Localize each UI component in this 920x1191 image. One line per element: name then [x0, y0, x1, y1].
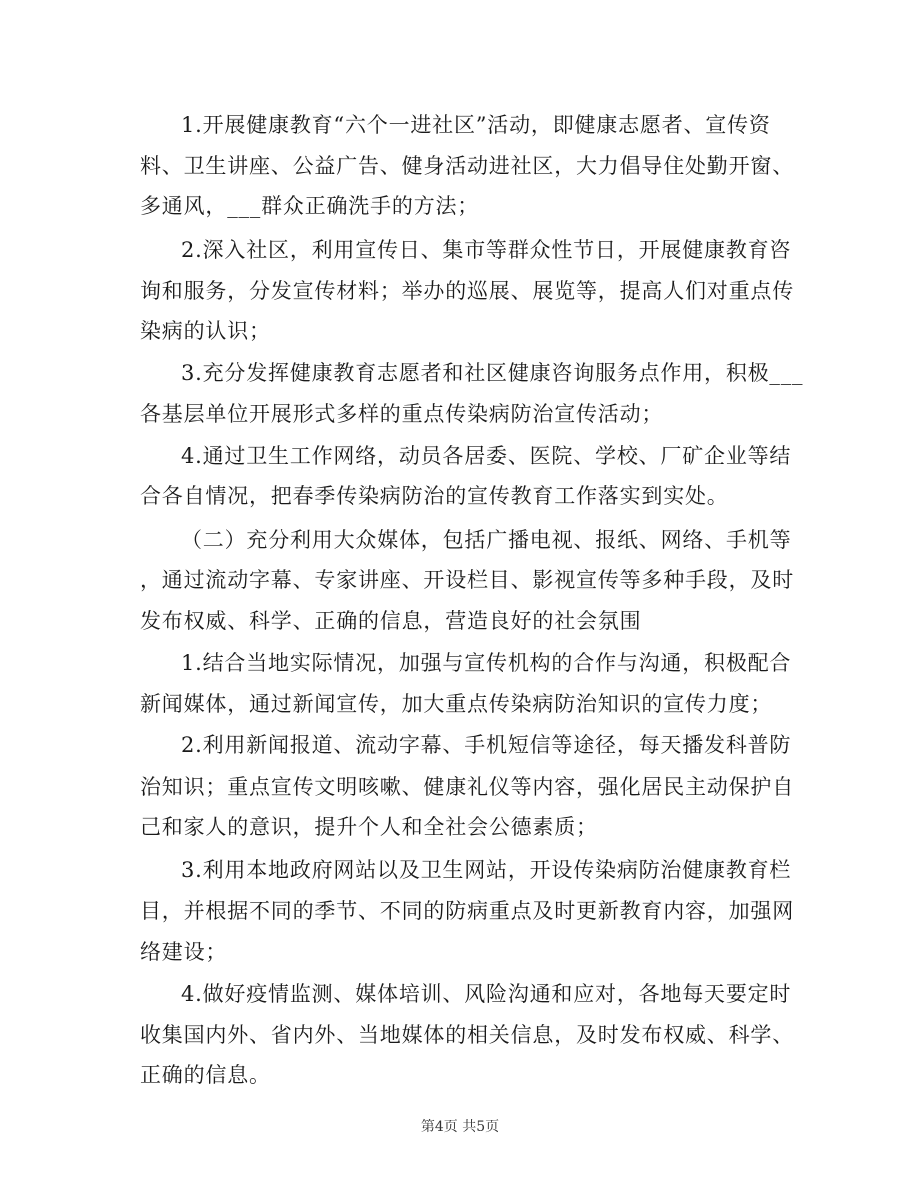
paragraph-line: 合各自情况，把春季传染病防治的宣传教育工作落实到实处。: [140, 484, 729, 508]
paragraph-line: 料、卫生讲座、公益广告、健身活动进社区，大力倡导住处勤开窗、: [140, 154, 794, 178]
paragraph-line: 染病的认识；: [140, 319, 271, 343]
paragraph-line: 治知识；重点宣传文明咳嗽、健康礼仪等内容，强化居民主动保护自: [140, 775, 794, 799]
section-heading-line: ，通过流动字幕、专家讲座、开设栏目、影视宣传等多种手段，及时: [140, 568, 794, 592]
paragraph-line: 络建设；: [140, 940, 228, 964]
paragraph-line: 2.利用新闻报道、流动字幕、手机短信等途径，每天播发科普防: [181, 733, 792, 757]
section-heading-line: 发布权威、科学、正确的信息，营造良好的社会氛围: [140, 609, 642, 633]
page-number-footer: 第4页 共5页: [420, 1119, 500, 1135]
paragraph-line: 1.结合当地实际情况，加强与宣传机构的合作与沟通，积极配合: [181, 651, 792, 675]
paragraph-line: 4.做好疫情监测、媒体培训、风险沟通和应对，各地每天要定时: [181, 982, 792, 1006]
paragraph-line: 2.深入社区，利用宣传日、集市等群众性节日，开展健康教育咨: [181, 238, 792, 262]
paragraph-line: 目，并根据不同的季节、不同的防病重点及时更新教育内容，加强网: [140, 899, 794, 923]
paragraph-line: 各基层单位开展形式多样的重点传染病防治宣传活动；: [140, 402, 664, 426]
paragraph-line: 正确的信息。: [140, 1063, 271, 1087]
paragraph-line: 新闻媒体，通过新闻宣传，加大重点传染病防治知识的宣传力度；: [140, 692, 773, 716]
paragraph-line: 3.利用本地政府网站以及卫生网站，开设传染病防治健康教育栏: [181, 858, 792, 882]
paragraph-line: 己和家人的意识，提升个人和全社会公德素质；: [140, 815, 598, 839]
section-heading-line: （二）充分利用大众媒体，包括广播电视、报纸、网络、手机等: [181, 528, 792, 552]
paragraph-line: 多通风，___群众正确洗手的方法；: [140, 194, 480, 218]
paragraph-line: 3.充分发挥健康教育志愿者和社区健康咨询服务点作用，积极___: [181, 361, 804, 385]
paragraph-line: 收集国内外、省内外、当地媒体的相关信息，及时发布权威、科学、: [140, 1023, 794, 1047]
paragraph-line: 询和服务，分发宣传材料；举办的巡展、展览等，提高人们对重点传: [140, 279, 794, 303]
paragraph-line: 1.开展健康教育“六个一进社区”活动，即健康志愿者、宣传资: [181, 113, 771, 137]
paragraph-line: 4.通过卫生工作网络，动员各居委、医院、学校、厂矿企业等结: [181, 444, 792, 468]
